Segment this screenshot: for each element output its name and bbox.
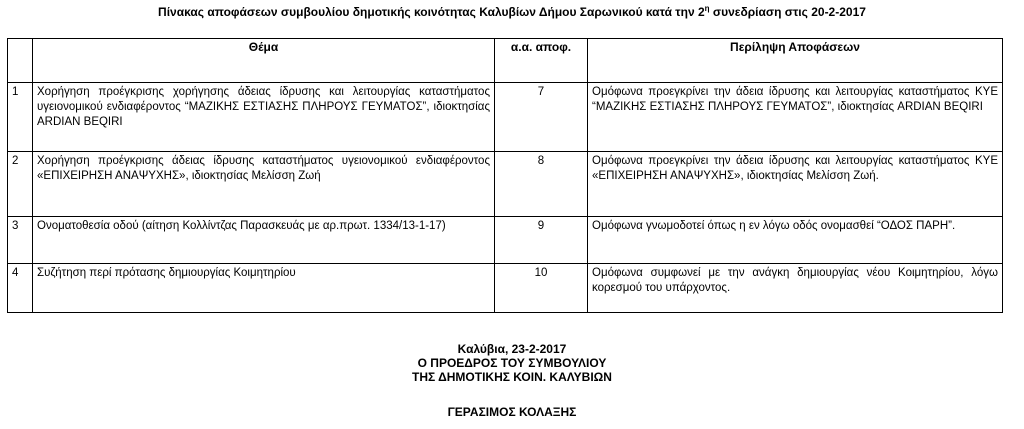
signature-place-date: Καλύβια, 23-2-2017 xyxy=(457,342,567,356)
table-row xyxy=(8,83,1003,152)
table-row xyxy=(8,217,1003,264)
header-summary: Περίληψη Αποφάσεων xyxy=(588,39,1003,83)
row-subject: Χορήγηση προέγκρισης άδειας ίδρυσης καταστήματος υγειονομικού ενδιαφέροντος «ΕΠΙΧΕΙΡΗΣΗ ΑΝΑΨΥΧΗΣ», ιδιοκτησίας Μελίσση Ζωή xyxy=(33,152,495,217)
row-number: 2 xyxy=(8,152,33,217)
row-decision-number: 10 xyxy=(495,264,588,313)
document-title xyxy=(0,5,1024,20)
document-title-end: συνεδρίαση στις 20-2-2017 xyxy=(709,5,866,19)
table-header-row xyxy=(8,39,1003,83)
document-title-main: Πίνακας αποφάσεων συμβουλίου δημοτικής κοινότητας Καλυβίων Δήμου Σαρωνικού κατά την 2 xyxy=(158,5,705,19)
row-summary: Ομόφωνα συμφωνεί με την ανάγκη δημιουργίας νέου Κοιμητηρίου, λόγω κορεσμού του υπάρχοντος. xyxy=(588,264,1003,313)
table-row xyxy=(8,152,1003,217)
row-number: 3 xyxy=(8,217,33,264)
header-decision-number: α.α. αποφ. xyxy=(495,39,588,83)
signature-role-line-2: ΤΗΣ ΔΗΜΟΤΙΚΗΣ ΚΟΙΝ. ΚΑΛΥΒΙΩΝ xyxy=(412,370,612,384)
signature-name: ΓΕΡΑΣΙΜΟΣ ΚΟΛΑΞΗΣ xyxy=(447,405,577,419)
document-title-superscript: η xyxy=(704,4,710,13)
row-number: 4 xyxy=(8,264,33,313)
decisions-table xyxy=(7,38,1003,313)
signature-role-line-1: Ο ΠΡΟΕΔΡΟΣ ΤΟΥ ΣΥΜΒΟΥΛΙΟΥ xyxy=(417,356,607,370)
row-number: 1 xyxy=(8,83,33,152)
row-subject: Ονοματοθεσία οδού (αίτηση Κολλίντζας Παρασκευάς με αρ.πρωτ. 1334/13-1-17) xyxy=(33,217,495,264)
table-row xyxy=(8,264,1003,313)
row-decision-number: 8 xyxy=(495,152,588,217)
row-summary: Ομόφωνα προεγκρίνει την άδεια ίδρυσης και λειτουργίας καταστήματος ΚΥΕ “ΜΑΖΙΚΗΣ ΕΣΤΙΑΣΗΣ ΠΛΗΡΟΥΣ ΓΕΥΜΑΤΟΣ”, ιδιοκτησίας ARDIAN BEQIRI xyxy=(588,83,1003,152)
row-subject: Συζήτηση περί πρότασης δημιουργίας Κοιμητηρίου xyxy=(33,264,495,313)
row-summary: Ομόφωνα προεγκρίνει την άδεια ίδρυσης και λειτουργίας καταστήματος ΚΥΕ «ΕΠΙΧΕΙΡΗΣΗ ΑΝΑΨΥΧΗΣ», ιδιοκτησίας Μελίσση Ζωή. xyxy=(588,152,1003,217)
row-subject: Χορήγηση προέγκρισης χορήγησης άδειας ίδρυσης και λειτουργίας καταστήματος υγειονομικού ενδιαφέροντος “ΜΑΖΙΚΗΣ ΕΣΤΙΑΣΗΣ ΠΛΗΡΟΥΣ ΓΕΥΜΑΤΟΣ”, ιδιοκτησίας ARDIAN BEQIRI xyxy=(33,83,495,152)
row-decision-number: 9 xyxy=(495,217,588,264)
row-summary: Ομόφωνα γνωμοδοτεί όπως η εν λόγω οδός ονομασθεί “ΟΔΟΣ ΠΑΡΗ”. xyxy=(588,217,1003,264)
header-number xyxy=(8,39,33,83)
row-decision-number: 7 xyxy=(495,83,588,152)
header-subject: Θέμα xyxy=(33,39,495,83)
